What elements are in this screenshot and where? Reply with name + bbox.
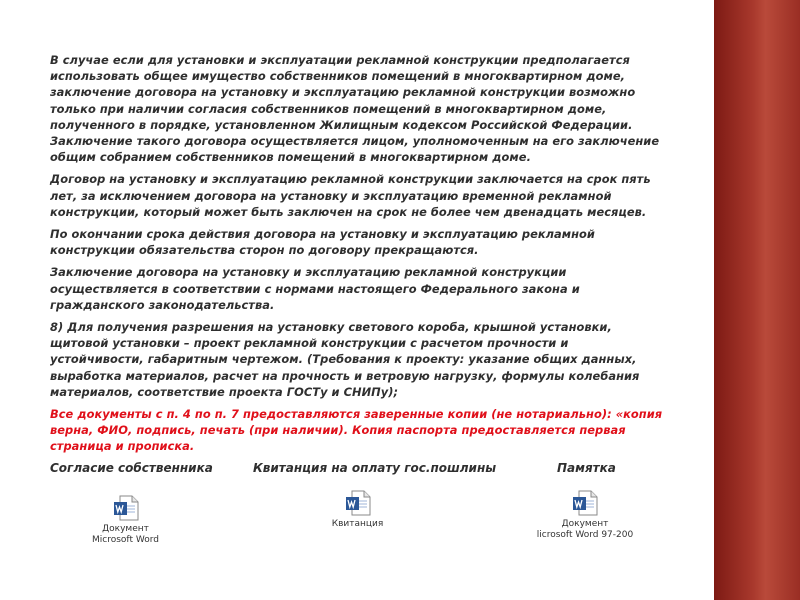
document-body — [50, 52, 664, 461]
paragraph-contract-term: Договор на установку и эксплуатацию рекламной конструкции заключается на срок пять лет, за исключением договора на установку и эксплуатацию временной рекламной конструкции, который может быть заключен на срок не более чем двенадцать месяцев. — [50, 172, 651, 219]
attachment-memo[interactable] — [520, 489, 650, 541]
word-document-icon — [571, 489, 599, 517]
paragraph-legal-basis: Заключение договора на установку и эксплуатацию рекламной конструкции осуществляется в соответствии с нормами настоящего Федерального закона и гражданского законодательства. — [50, 265, 580, 312]
paragraph-common-property: В случае если для установки и эксплуатации рекламной конструкции предполагается использовать общее имущество собственников помещений в многоквартирном доме, заключение договора на установку и эксплуатацию рекламной конструкции возможно только при наличии согласия собственников помещений в многоквартирном доме, полученного в порядке, установленном Жилищным кодексом Российской Федерации. Заключение такого договора осуществляется лицом, уполномоченным на его заключение общим собранием собственников помещений в многоквартирном доме. — [50, 53, 660, 165]
attachment-memo-line2: licrosoft Word 97-200 — [536, 530, 634, 540]
attachment-consent[interactable] — [78, 494, 173, 546]
label-receipt: Квитанция на оплату гос.пошлины — [253, 461, 497, 475]
attachment-receipt-line1: Квитанция — [331, 519, 384, 529]
red-note: Все документы с п. 4 по п. 7 предоставляются заверенные копии (не нотариально): «копия верна, ФИО, подпись, печать (при наличии). Копия паспорта предоставляется первая страница и прописка. — [50, 407, 663, 454]
attachment-consent-line1: Документ — [102, 524, 149, 534]
label-memo: Памятка — [557, 461, 616, 475]
paragraph-item-8: 8) Для получения разрешения на установку светового короба, крышной установки, щитовой установки – проект рекламной конструкции с расчетом прочности и устойчивости, габаритным чертежом. (Требования к проекту: указание общих данных, выработка материалов, расчет на прочность и ветровую нагрузку, формулы колебания материалов, соответствие проекта ГОСТу и СНИПу); — [50, 320, 640, 399]
attachment-labels — [0, 461, 714, 479]
paragraph-contract-end: По окончании срока действия договора на установку и эксплуатацию рекламной конструкции обязательства сторон по договору прекращаются. — [50, 227, 595, 258]
word-document-icon — [112, 494, 140, 522]
label-consent: Согласие собственника — [50, 461, 213, 475]
word-document-icon — [344, 489, 372, 517]
attachment-consent-line2: Microsoft Word — [92, 535, 159, 545]
attachment-memo-line1: Документ — [561, 519, 609, 529]
decorative-side-band — [714, 0, 800, 600]
attachment-receipt[interactable] — [310, 489, 405, 530]
